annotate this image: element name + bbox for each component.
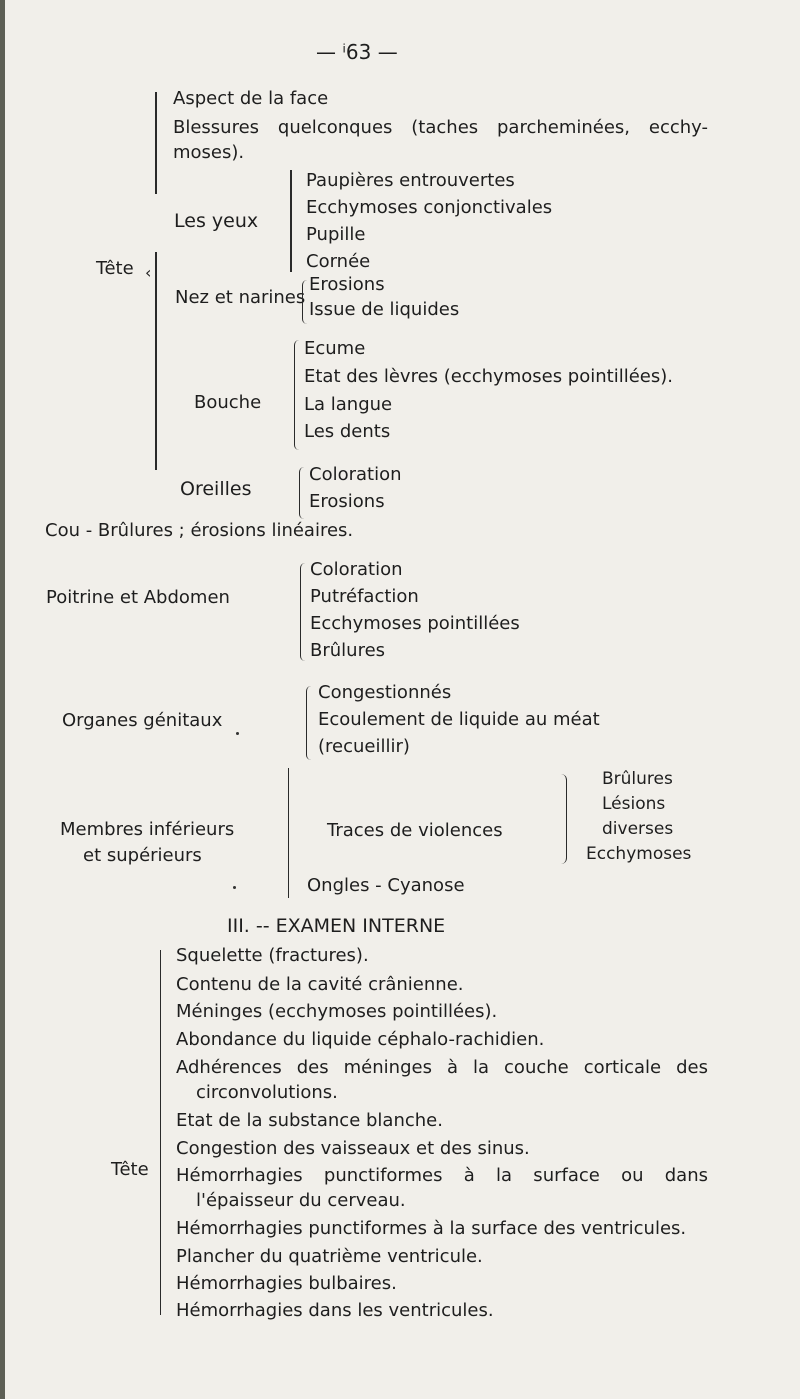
ears-label: Oreilles: [180, 478, 252, 500]
internal-line: Méninges (ecchymoses pointillées).: [176, 1001, 498, 1022]
internal-line: Etat de la substance blanche.: [176, 1110, 443, 1131]
head-label: Tête: [96, 258, 134, 279]
eyes-brace: [290, 170, 292, 272]
ears-brace: [299, 467, 304, 519]
head-brace-upper: [155, 92, 157, 194]
violence-item: Brûlures: [602, 769, 673, 789]
mouth-item: La langue: [304, 394, 393, 415]
ears-item: Coloration: [309, 464, 402, 485]
nose-item: Erosions: [309, 274, 385, 295]
chest-label: Poitrine et Abdomen: [46, 587, 230, 608]
internal-line: Hémorrhagies punctiformes à la surface ou dans: [176, 1165, 708, 1186]
eyes-item: Paupières entrouvertes: [306, 170, 515, 191]
internal-head-label: Tête: [111, 1159, 149, 1180]
limbs-brace: [288, 768, 289, 898]
eyes-item: Ecchymoses conjonctivales: [306, 197, 553, 218]
nose-brace: [302, 280, 307, 324]
violence-label: Traces de violences: [327, 820, 503, 841]
section-heading: III. -- EXAMEN INTERNE: [227, 915, 446, 937]
limbs-label-1: Membres inférieurs: [60, 819, 235, 840]
violence-brace: [560, 774, 567, 864]
eyes-item: Pupille: [306, 224, 366, 245]
internal-line: Hémorrhagies punctiformes à la surface des ventricules.: [176, 1218, 687, 1239]
neck-line: Cou - Brûlures ; érosions linéaires.: [45, 520, 354, 541]
head-brace-lower: [155, 252, 157, 470]
mouth-brace: [294, 340, 299, 450]
limbs-label-2: et supérieurs: [83, 845, 202, 866]
genitals-item: Ecoulement de liquide au méat: [318, 709, 600, 730]
chest-item: Ecchymoses pointillées: [310, 613, 520, 634]
genitals-item: Congestionnés: [318, 682, 452, 703]
mouth-item: Les dents: [304, 421, 391, 442]
genitals-item: (recueillir): [318, 736, 410, 757]
internal-line: Hémorrhagies dans les ventricules.: [176, 1300, 494, 1321]
internal-head-brace: [160, 950, 161, 1315]
internal-line: Adhérences des méninges à la couche corticale des: [176, 1057, 708, 1078]
ears-item: Erosions: [309, 491, 385, 512]
internal-line: Hémorrhagies bulbaires.: [176, 1273, 397, 1294]
page-edge-shadow: [0, 0, 5, 1399]
genitals-label: Organes génitaux: [62, 710, 223, 731]
internal-line: Congestion des vaisseaux et des sinus.: [176, 1138, 530, 1159]
internal-line: circonvolutions.: [196, 1082, 338, 1103]
violence-item: Ecchymoses: [586, 844, 692, 864]
nails-line: Ongles - Cyanose: [307, 875, 465, 896]
page-number: — ⁱ63 —: [316, 40, 398, 64]
mouth-item: Ecume: [304, 338, 366, 359]
head-brace-point: ‹: [145, 263, 152, 282]
ink-speck: [236, 732, 239, 735]
mouth-item: Etat des lèvres (ecchymoses pointillées).: [304, 366, 673, 387]
eyes-label: Les yeux: [174, 210, 259, 232]
internal-line: Contenu de la cavité crânienne.: [176, 974, 464, 995]
chest-label-1: [46, 587, 230, 609]
eyes-item: Cornée: [306, 251, 371, 272]
chest-item: Coloration: [310, 559, 403, 580]
mouth-label: Bouche: [194, 392, 262, 413]
genitals-brace: [306, 686, 311, 760]
internal-line: Abondance du liquide céphalo-rachidien.: [176, 1029, 545, 1050]
wounds-line-2: moses).: [173, 142, 245, 163]
violence-item: diverses: [602, 819, 674, 839]
violence-item: Lésions: [602, 794, 666, 814]
nose-label: Nez et narines: [175, 287, 306, 308]
internal-line: l'épaisseur du cerveau.: [196, 1190, 406, 1211]
chest-item: Brûlures: [310, 640, 386, 661]
internal-line: Squelette (fractures).: [176, 945, 369, 966]
chest-brace: [300, 563, 305, 661]
internal-line: Plancher du quatrième ventricule.: [176, 1246, 483, 1267]
ink-speck: [233, 886, 236, 889]
face-aspect: Aspect de la face: [173, 88, 329, 109]
chest-item: Putréfaction: [310, 586, 419, 607]
nose-item: Issue de liquides: [309, 299, 460, 320]
wounds-line-1: Blessures quelconques (taches parcheminées, ecchy-: [173, 117, 708, 138]
